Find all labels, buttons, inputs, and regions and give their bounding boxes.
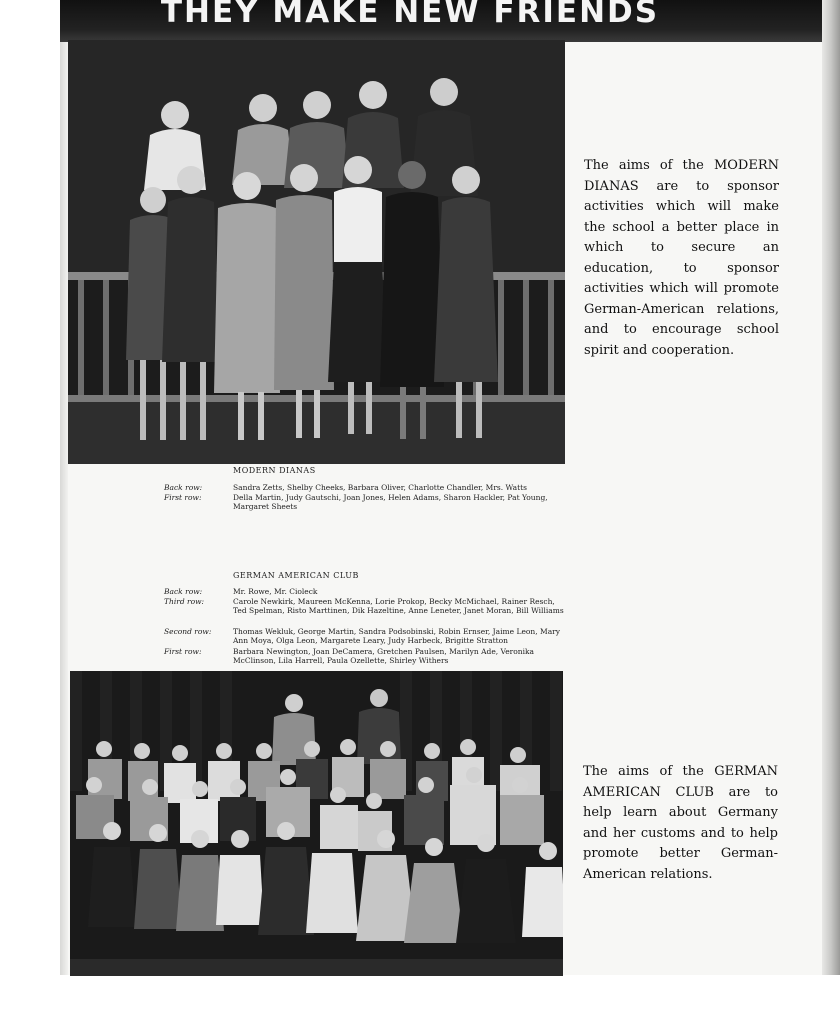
caption-row-label: Second row: — [164, 627, 212, 636]
caption-row-names: Sandra Zetts, Shelby Cheeks, Barbara Oliver, Charlotte Chandler, Mrs. Watts — [233, 483, 527, 492]
german-club-caption-title: GERMAN AMERICAN CLUB — [233, 571, 359, 580]
caption-row-label: Back row: — [164, 587, 203, 596]
modern-dianas-photo — [68, 40, 565, 464]
german-club-photo-image — [70, 671, 563, 976]
caption-row-names: Thomas Wekluk, George Martin, Sandra Podsobinski, Robin Ernser, Jaime Leon, Mary Ann Moya, Olga Leon, Margarete Leary, Judy Harbeck, Brigitte Stratton — [233, 627, 560, 645]
page-gutter — [822, 0, 840, 975]
modern-dianas-photo-image — [68, 40, 565, 464]
modern-dianas-aims-text: The aims of the MODERN DIANAS are to sponsor activities which will make the school a better place in which to secure an education, to sponsor activities which will promote German-American relations, and to encourage school spirit and cooperation. — [584, 158, 779, 358]
caption-row-names: Della Martin, Judy Gautschi, Joan Jones, Helen Adams, Sharon Hackler, Pat Young, Margaret Sheets — [233, 493, 548, 511]
caption-row-names: Carole Newkirk, Maureen McKenna, Lorie Prokop, Becky McMichael, Rainer Resch, Ted Spelman, Risto Marttinen, Dik Hazeltine, Anne Leneter, Janet Moran, Bill Williams — [233, 597, 564, 615]
caption-row-label: Back row: — [164, 483, 203, 492]
caption-row-label: First row: — [164, 647, 202, 656]
page-spine — [60, 0, 68, 975]
german-club-aims-text: The aims of the GERMAN AMERICAN CLUB are to help learn about Germany and her customs and to help promote better German-American relations. — [583, 764, 778, 882]
german-club-photo — [70, 671, 563, 976]
modern-dianas-caption-title: MODERN DIANAS — [233, 466, 316, 475]
banner-title: THEY MAKE NEW FRIENDS — [160, 0, 660, 30]
caption-row-names: Mr. Rowe, Mr. Cioleck — [233, 587, 318, 596]
german-club-rows — [164, 587, 574, 669]
modern-dianas-caption — [233, 466, 573, 475]
caption-row-label: Third row: — [164, 597, 205, 606]
modern-dianas-rows — [164, 483, 574, 523]
caption-row-label: First row: — [164, 493, 202, 502]
caption-row-names: Barbara Newington, Joan DeCamera, Gretchen Paulsen, Marilyn Ade, Veronika McClinson, Lila Harrell, Paula Ozellette, Shirley Withers — [233, 647, 535, 665]
german-club-caption — [233, 571, 573, 580]
